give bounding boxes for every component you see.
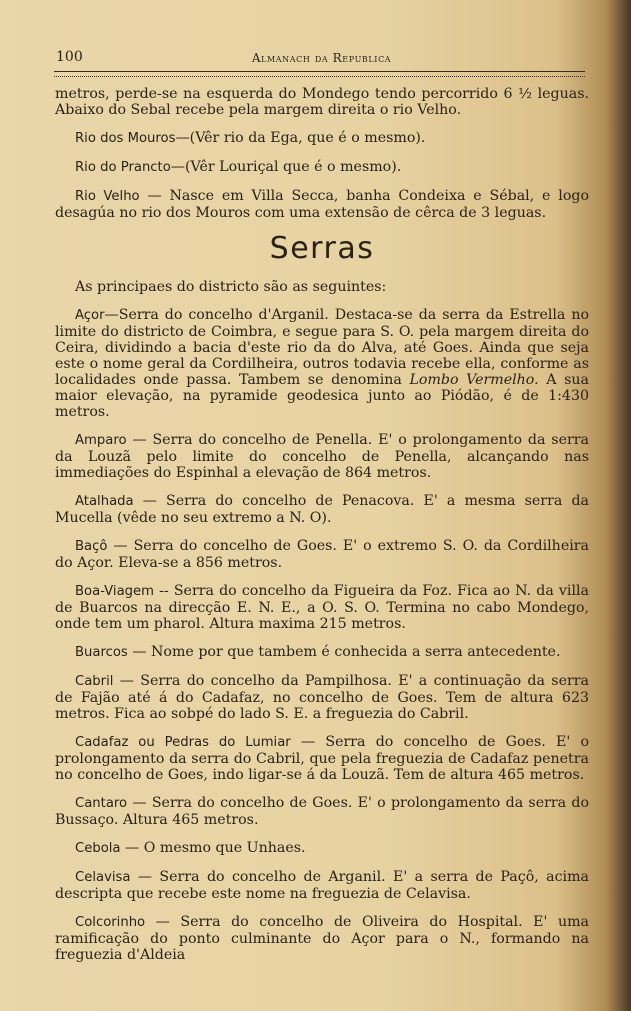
serra-text: —Serra do concelho d'Arganil. Destaca-se da serra da Estrella no limite do districto de Coimbra, e segue para S. O. pela margem direita do Ceira, dividindo a bacia d'este rio da do Alva, até Goes. Ainda que seja este o nome geral da Cordilheira, outros todavia recebe ella, conforme as localidades onde passa. Tambem se denomina — [55, 307, 589, 388]
serra-text: — Serra do concelho de Goes. E' o prolongamento da serra do Bussaço. Altura 465 metros. — [55, 795, 589, 828]
serra-text-continued: A sua maior elevação, na pyramide geodesica junto ao Piódão, é de 1:430 metros. — [55, 372, 589, 420]
serras-intro: As principaes do districto são as seguintes: — [75, 279, 387, 295]
header-rule — [54, 71, 585, 77]
serra-name: Cadafaz ou Pedras do Lumiar — [75, 735, 291, 750]
serra-text: -- Serra do concelho da Figueira da Foz. Fica ao N. da villa de Buarcos na direcção E. N. E., a O. S. O. Termina no cabo Mondego, onde tem um pharol. Altura maxima 215 metros. — [55, 583, 589, 632]
serra-name: Açor — [75, 308, 105, 323]
serra-entry — [55, 583, 589, 632]
serra-entry — [55, 538, 589, 571]
serra-text: — Serra do concelho de Goes. E' o prolongamento da serra do Cabril, que pela freguezia de Cadafaz penetra no concelho de Goes, indo ligar-se á da Louzã. Tem de altura 465 metros. — [55, 734, 589, 783]
river-name: Rio Velho — [75, 189, 140, 204]
serra-entry — [55, 644, 589, 661]
serra-name: Boa-Viagem — [75, 584, 154, 599]
running-title: Almanach da Republica — [251, 51, 392, 65]
serra-name: Cabril — [75, 674, 114, 689]
intro-paragraph — [55, 86, 589, 118]
serra-name: Atalhada — [75, 494, 134, 509]
intro-line-2: Abaixo do Sebal recebe pela margem direita o rio Velho. — [55, 102, 462, 118]
serra-name: Colcorinho — [75, 915, 146, 930]
serra-italic: Lombo Vermelho. — [409, 372, 539, 388]
serra-name: Cantaro — [75, 796, 128, 811]
river-entry — [55, 130, 589, 147]
serra-entry — [55, 673, 589, 722]
serra-entry — [55, 869, 589, 902]
intro-line-1: metros, perde-se na esquerda do Mondego tendo percorrido 6 ½ leguas. — [55, 86, 589, 102]
serra-entry — [55, 795, 589, 828]
serra-entry — [55, 493, 589, 526]
river-entry — [55, 159, 589, 176]
river-text: —(Vêr rio da Ega, que é o mesmo). — [175, 130, 426, 146]
section-title: Serras — [269, 231, 375, 266]
serra-entry — [55, 840, 589, 857]
serra-name: Celavisa — [75, 870, 131, 885]
serra-text: — Serra do concelho de Penella. E' o prolongamento da serra da Louzã pelo limite do concelho de Penella, alcançando nas immediações do Espinhal a elevação de 864 metros. — [55, 432, 589, 481]
serra-text: — Serra do concelho de Penacova. E' a mesma serra da Mucella (vêde no seu extremo a N. O). — [55, 493, 589, 526]
serra-name: Buarcos — [75, 645, 128, 660]
serra-text: — Serra do concelho de Goes. E' o extremo S. O. da Cordilheira do Açor. Eleva-se a 856 metros. — [55, 538, 589, 571]
serra-entry — [55, 914, 589, 963]
serra-text: — Serra do concelho de Arganil. E' a serra de Paçô, acima descripta que recebe este nome na freguezia de Celavisa. — [55, 869, 589, 902]
serra-text: — O mesmo que Unhaes. — [120, 840, 306, 856]
serra-name: Baçô — [75, 539, 108, 554]
serra-entry — [55, 734, 589, 783]
river-text: — Nasce em Villa Secca, banha Condeixa e Sébal, e logo desagúa no rio dos Mouros com uma extensão de cêrca de 3 leguas. — [55, 188, 589, 221]
serra-text: — Nome por que tambem é conhecida a serra antecedente. — [127, 644, 561, 660]
serra-name: Amparo — [75, 433, 127, 448]
serra-entry — [55, 432, 589, 481]
serra-text: — Serra do concelho da Pampilhosa. E' a continuação da serra de Fajão até á do Cadafaz, no concelho de Goes. Tem de altura 623 metros. Fica ao sobpé do lado S. E. a freguezia do Cabril. — [55, 673, 589, 722]
page-content — [55, 86, 589, 975]
river-entry — [55, 188, 589, 221]
serra-text: — Serra do concelho de Oliveira do Hospital. E' uma ramificação do ponto culminante do Açor para o N., formando na freguezia d'Aldeia — [55, 914, 589, 963]
page-header — [56, 49, 587, 71]
serra-name: Cebola — [75, 841, 121, 856]
river-text: —(Vêr Louriçal que é o mesmo). — [170, 159, 402, 175]
river-name: Rio do Prancto — [75, 160, 171, 175]
river-name: Rio dos Mouros — [75, 131, 176, 146]
serra-entry — [55, 307, 589, 420]
page-number: 100 — [56, 49, 83, 65]
